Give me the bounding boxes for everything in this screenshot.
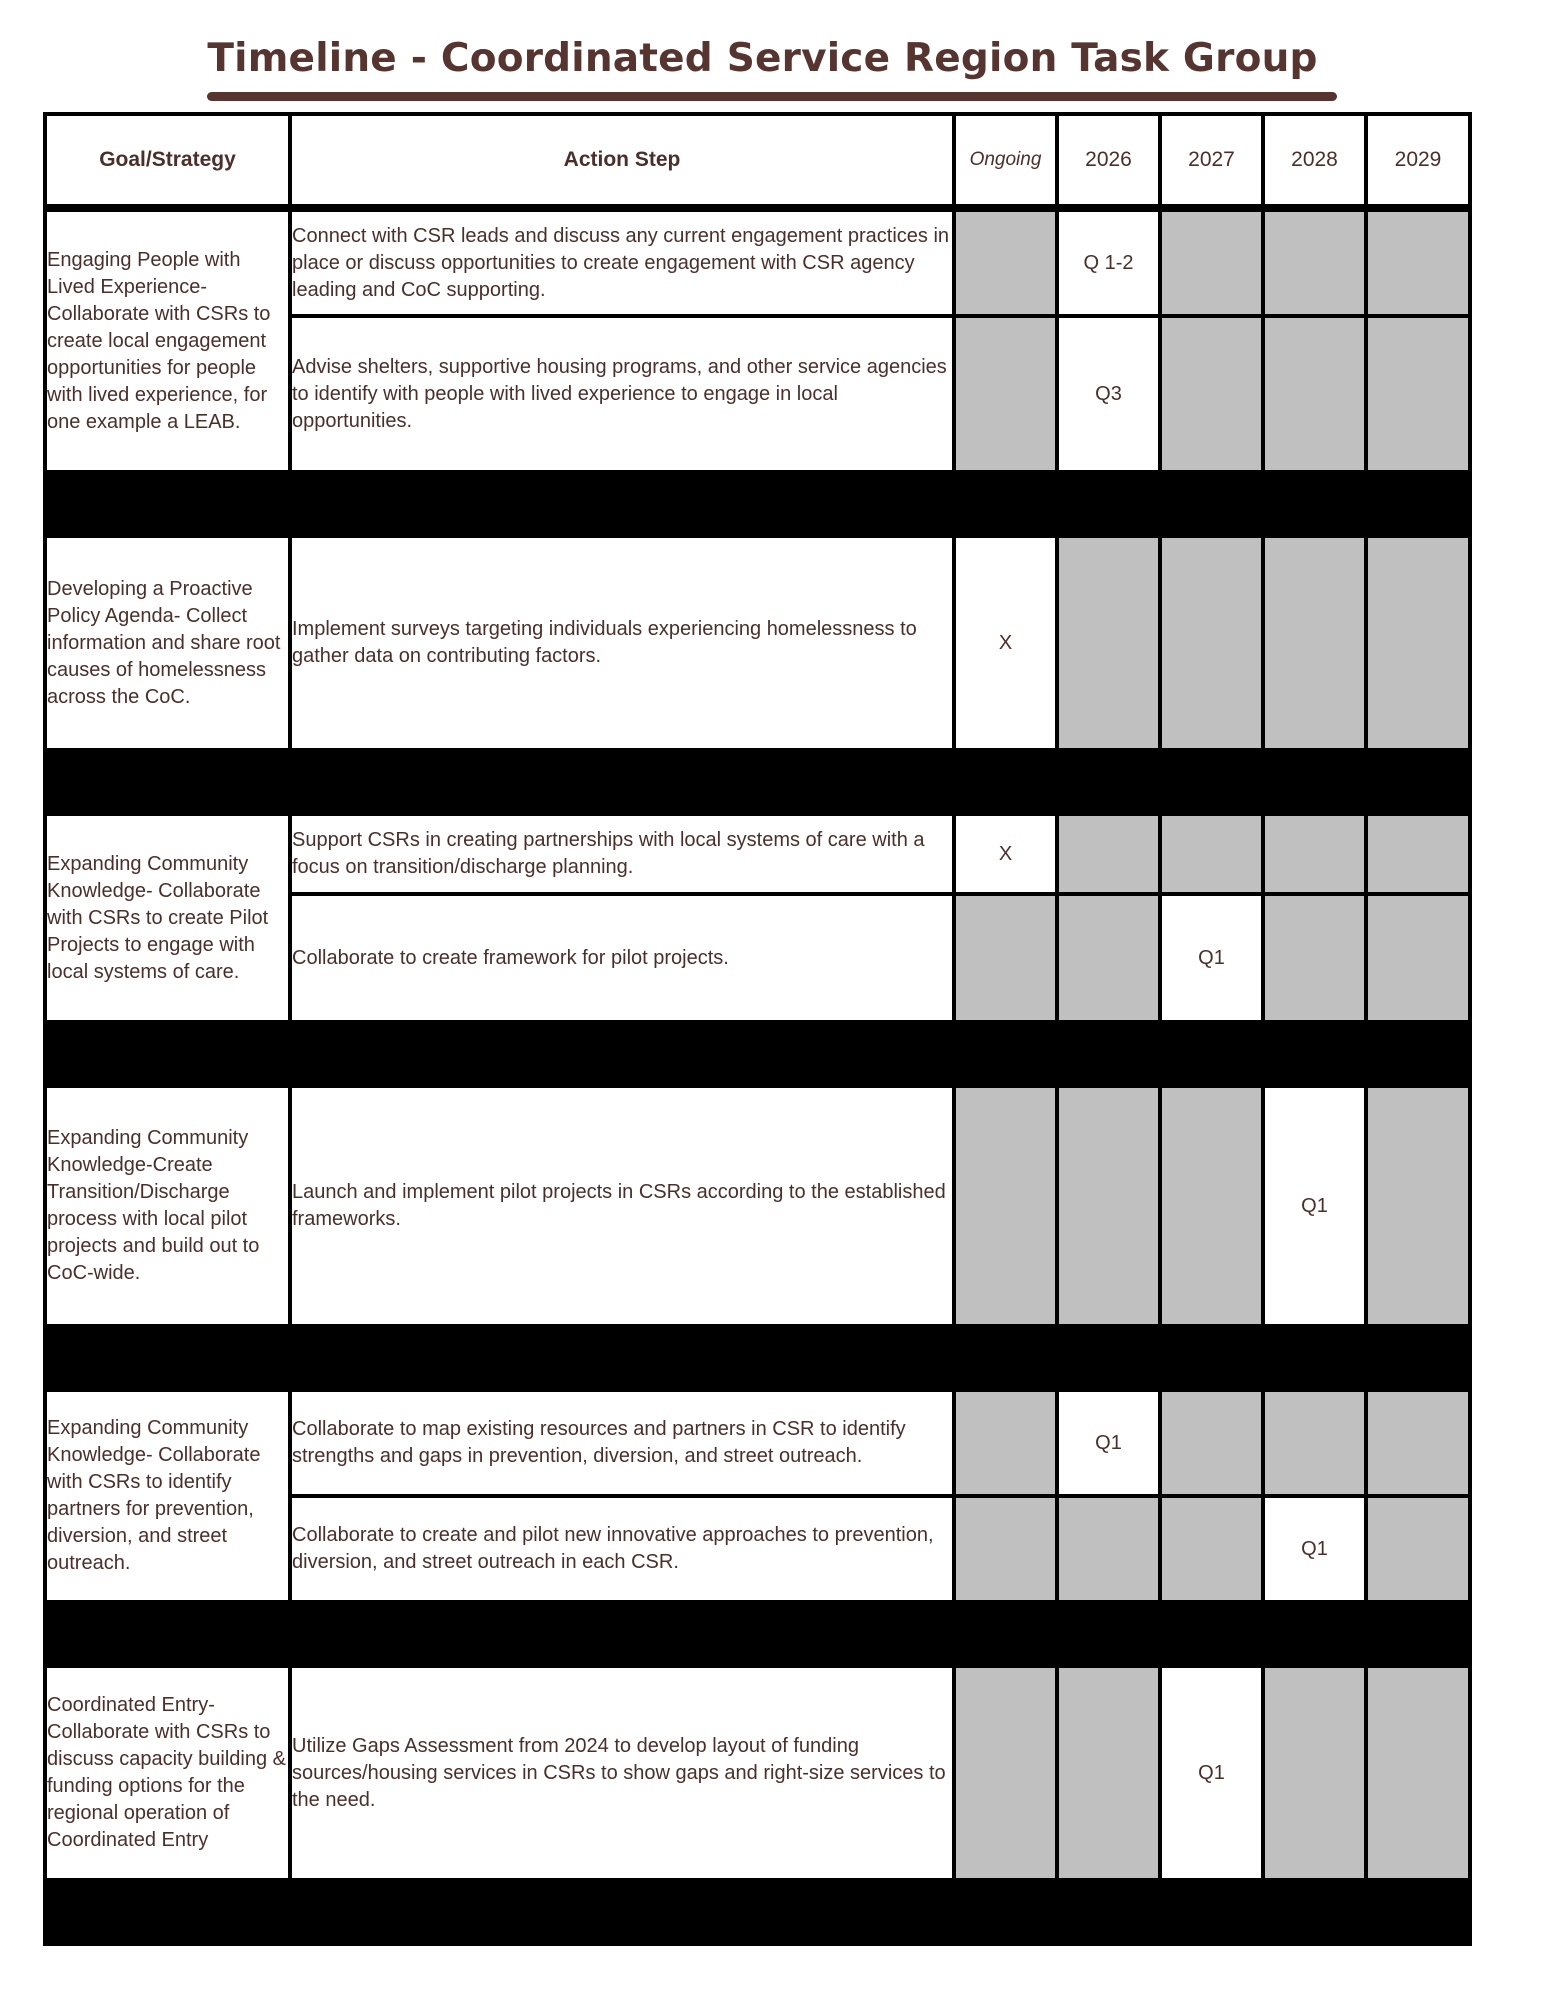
timeline-cell-2029	[1366, 1390, 1470, 1496]
timeline-cell-2028	[1263, 814, 1366, 894]
timeline-cell-2029	[1366, 1496, 1470, 1602]
timeline-cell-2026: Q1	[1057, 1390, 1160, 1496]
table-row	[45, 1086, 1470, 1326]
timeline-cell-ongoing	[954, 1496, 1057, 1602]
timeline-cell-2027	[1160, 316, 1263, 472]
timeline-cell-ongoing: X	[954, 814, 1057, 894]
table-row	[45, 536, 1470, 750]
title-underline	[207, 92, 1337, 101]
header-2026: 2026	[1057, 114, 1160, 206]
timeline-cell-2026	[1057, 814, 1160, 894]
timeline-cell-ongoing: X	[954, 536, 1057, 750]
action-step-cell: Launch and implement pilot projects in CSRs according to the established frameworks.	[290, 1086, 954, 1326]
timeline-cell-2029	[1366, 814, 1470, 894]
section-divider	[45, 750, 1470, 814]
timeline-cell-ongoing	[954, 1666, 1057, 1880]
timeline-cell-2029	[1366, 1666, 1470, 1880]
page-title: Timeline - Coordinated Service Region Task Group	[207, 36, 1318, 81]
timeline-cell-ongoing	[954, 316, 1057, 472]
timeline-cell-2028	[1263, 1666, 1366, 1880]
table-row	[45, 1390, 1470, 1496]
goal-strategy-cell: Expanding Community Knowledge- Collaborate with CSRs to identify partners for prevention, diversion, and street outreach.	[45, 1390, 290, 1602]
timeline-cell-2028	[1263, 1390, 1366, 1496]
goal-strategy-cell: Expanding Community Knowledge- Collaborate with CSRs to create Pilot Projects to engage with local systems of care.	[45, 814, 290, 1022]
timeline-cell-2027	[1160, 1390, 1263, 1496]
section-divider	[45, 1326, 1470, 1390]
timeline-cell-2026: Q3	[1057, 316, 1160, 472]
timeline-cell-2029	[1366, 316, 1470, 472]
section-divider-bar	[45, 750, 1470, 814]
table-row	[45, 814, 1470, 894]
timeline-cell-2027	[1160, 1496, 1263, 1602]
section-divider-bar	[45, 1880, 1470, 1944]
action-step-cell: Collaborate to map existing resources and partners in CSR to identify strengths and gaps in prevention, diversion, and street outreach.	[290, 1390, 954, 1496]
action-step-cell: Collaborate to create and pilot new innovative approaches to prevention, diversion, and street outreach in each CSR.	[290, 1496, 954, 1602]
timeline-cell-2026	[1057, 1666, 1160, 1880]
timeline-cell-2028	[1263, 536, 1366, 750]
goal-strategy-cell: Expanding Community Knowledge-Create Transition/Discharge process with local pilot projects and build out to CoC-wide.	[45, 1086, 290, 1326]
timeline-cell-ongoing	[954, 1390, 1057, 1496]
action-step-cell: Collaborate to create framework for pilot projects.	[290, 894, 954, 1022]
timeline-cell-2026	[1057, 1086, 1160, 1326]
timeline-cell-2027	[1160, 1086, 1263, 1326]
header-2027: 2027	[1160, 114, 1263, 206]
timeline-cell-ongoing	[954, 894, 1057, 1022]
timeline-cell-2028: Q1	[1263, 1496, 1366, 1602]
timeline-cell-2027	[1160, 536, 1263, 750]
goal-strategy-cell: Developing a Proactive Policy Agenda- Collect information and share root causes of homelessness across the CoC.	[45, 536, 290, 750]
timeline-cell-2026: Q 1-2	[1057, 210, 1160, 316]
header-ongoing: Ongoing	[954, 114, 1057, 206]
timeline-cell-2027: Q1	[1160, 1666, 1263, 1880]
header-action-step: Action Step	[290, 114, 954, 206]
timeline-cell-2026	[1057, 536, 1160, 750]
timeline-cell-2027	[1160, 210, 1263, 316]
timeline-cell-2029	[1366, 536, 1470, 750]
timeline-cell-2029	[1366, 894, 1470, 1022]
timeline-cell-2026	[1057, 894, 1160, 1022]
action-step-cell: Utilize Gaps Assessment from 2024 to develop layout of funding sources/housing services in CSRs to show gaps and right-size services to the need.	[290, 1666, 954, 1880]
header-2028: 2028	[1263, 114, 1366, 206]
section-divider	[45, 1022, 1470, 1086]
action-step-cell: Implement surveys targeting individuals experiencing homelessness to gather data on contributing factors.	[290, 536, 954, 750]
timeline-body	[45, 210, 1470, 1944]
table-row	[45, 1666, 1470, 1880]
section-divider-bar	[45, 1326, 1470, 1390]
timeline-cell-2029	[1366, 1086, 1470, 1326]
header-row	[45, 114, 1470, 206]
timeline-cell-ongoing	[954, 210, 1057, 316]
timeline-table	[43, 112, 1472, 1946]
timeline-cell-2028: Q1	[1263, 1086, 1366, 1326]
section-divider-bar	[45, 1602, 1470, 1666]
timeline-cell-2028	[1263, 316, 1366, 472]
action-step-cell: Advise shelters, supportive housing programs, and other service agencies to identify with people with lived experience to engage in local opportunities.	[290, 316, 954, 472]
header-2029: 2029	[1366, 114, 1470, 206]
timeline-cell-ongoing	[954, 1086, 1057, 1326]
goal-strategy-cell: Engaging People with Lived Experience- Collaborate with CSRs to create local engagement opportunities for people with lived experience, for one example a LEAB.	[45, 210, 290, 472]
section-divider	[45, 1880, 1470, 1944]
action-step-cell: Support CSRs in creating partnerships with local systems of care with a focus on transition/discharge planning.	[290, 814, 954, 894]
timeline-cell-2028	[1263, 894, 1366, 1022]
timeline-cell-2029	[1366, 210, 1470, 316]
timeline-cell-2026	[1057, 1496, 1160, 1602]
section-divider	[45, 472, 1470, 536]
timeline-cell-2027	[1160, 814, 1263, 894]
header-goal-strategy: Goal/Strategy	[45, 114, 290, 206]
section-divider	[45, 1602, 1470, 1666]
section-divider-bar	[45, 1022, 1470, 1086]
timeline-cell-2027: Q1	[1160, 894, 1263, 1022]
table-row	[45, 210, 1470, 316]
timeline-cell-2028	[1263, 210, 1366, 316]
goal-strategy-cell: Coordinated Entry- Collaborate with CSRs to discuss capacity building & funding options for the regional operation of Coordinated Entry	[45, 1666, 290, 1880]
section-divider-bar	[45, 472, 1470, 536]
action-step-cell: Connect with CSR leads and discuss any current engagement practices in place or discuss opportunities to create engagement with CSR agency leading and CoC supporting.	[290, 210, 954, 316]
